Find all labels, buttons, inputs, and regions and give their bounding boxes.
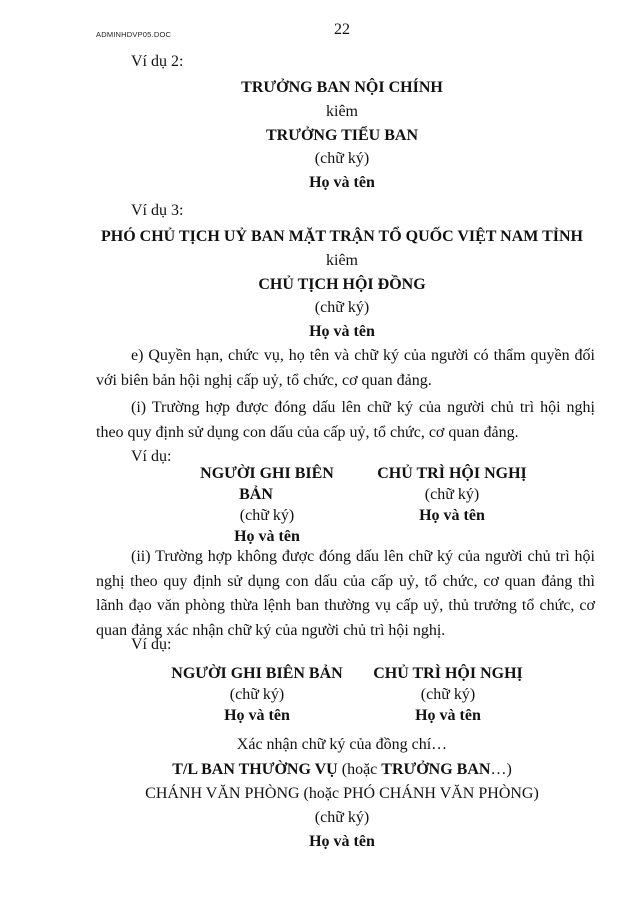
example-3-title-1: PHÓ CHỦ TỊCH UỶ BAN MẶT TRẬN TỔ QUỐC VIỆT NAM TỈNH (101, 228, 583, 245)
example-2-label: Ví dụ 2: (131, 53, 184, 70)
paragraph-i: (i) Trường hợp được đóng dấu lên chữ ký của người chủ trì hội nghị theo quy định sử dụng con dấu của cấp uỷ, tổ chức, cơ quan đảng. (96, 399, 595, 441)
confirm-name: Họ và tên (309, 833, 375, 850)
example-ii-right-signature (358, 663, 538, 726)
confirm-line-1: Xác nhận chữ ký của đồng chí… (236, 736, 448, 753)
example-3-kiem: kiêm (326, 252, 358, 269)
confirm-line-2 (0, 759, 640, 781)
example-i-right-name: Họ và tên (419, 507, 485, 524)
confirm-sign: (chữ ký) (314, 809, 370, 826)
example-2-title-2: TRƯỞNG TIỂU BAN (265, 127, 419, 144)
example-i-left-title-1: NGƯỜI GHI BIÊN (200, 465, 334, 482)
example-i-label: Ví dụ: (131, 448, 172, 465)
example-i-left-signature (180, 463, 354, 547)
example-ii-left-title: NGƯỜI GHI BIÊN BẢN (171, 665, 343, 682)
example-ii-right-title: CHỦ TRÌ HỘI NGHỊ (373, 665, 523, 682)
example-i-right-signature (362, 463, 542, 526)
example-2-sign: (chữ ký) (314, 150, 370, 167)
confirm-line-2-bold-a: T/L BAN THƯỜNG VỤ (172, 761, 338, 778)
page-number: 22 (334, 21, 350, 38)
example-ii-right-name: Họ và tên (415, 707, 481, 724)
example-ii-label: Ví dụ: (131, 636, 172, 653)
example-ii-left-name: Họ và tên (224, 707, 290, 724)
example-3-name: Họ và tên (309, 323, 375, 340)
example-ii-left-signature (160, 663, 354, 726)
example-3-sign: (chữ ký) (314, 299, 370, 316)
example-2-kiem: kiêm (326, 103, 358, 120)
example-i-right-title: CHỦ TRÌ HỘI NGHỊ (377, 465, 527, 482)
example-ii-right-sign: (chữ ký) (420, 686, 476, 703)
confirm-line-3: CHÁNH VĂN PHÒNG (hoặc PHÓ CHÁNH VĂN PHÒNG) (145, 785, 539, 802)
example-2-title-1: TRƯỞNG BAN NỘI CHÍNH (241, 79, 443, 96)
confirm-line-2-bold-b: TRƯỞNG BAN (381, 761, 491, 778)
confirm-line-2-end: …) (490, 761, 512, 778)
example-i-left-title-2: BẢN (239, 486, 273, 503)
example-i-right-sign: (chữ ký) (424, 486, 480, 503)
document-filename: ADMINHDVP05.DOC (96, 30, 172, 39)
confirm-line-2-normal: (hoặc (337, 761, 382, 778)
paragraph-ii: (ii) Trường hợp không được đóng dấu lên chữ ký của người chủ trì hội nghị theo quy định sử dụng con dấu của cấp uỷ, tổ chức, cơ quan đảng thì lãnh đạo văn phòng thừa lệnh ban thường vụ cấp uỷ, thủ trưởng tổ chức, cơ quan đảng xác nhận chữ ký của người chủ trì hội nghị. (96, 548, 595, 639)
example-3-title-2: CHỦ TỊCH HỘI ĐỒNG (258, 276, 426, 293)
paragraph-e: e) Quyền hạn, chức vụ, họ tên và chữ ký của người có thẩm quyền đối với biên bản hội nghị cấp uỷ, tổ chức, cơ quan đảng. (96, 347, 595, 389)
example-3-label: Ví dụ 3: (131, 202, 184, 219)
example-i-left-sign: (chữ ký) (239, 507, 295, 524)
example-ii-left-sign: (chữ ký) (229, 686, 285, 703)
example-i-left-name: Họ và tên (234, 528, 300, 545)
example-2-name: Họ và tên (309, 174, 375, 191)
